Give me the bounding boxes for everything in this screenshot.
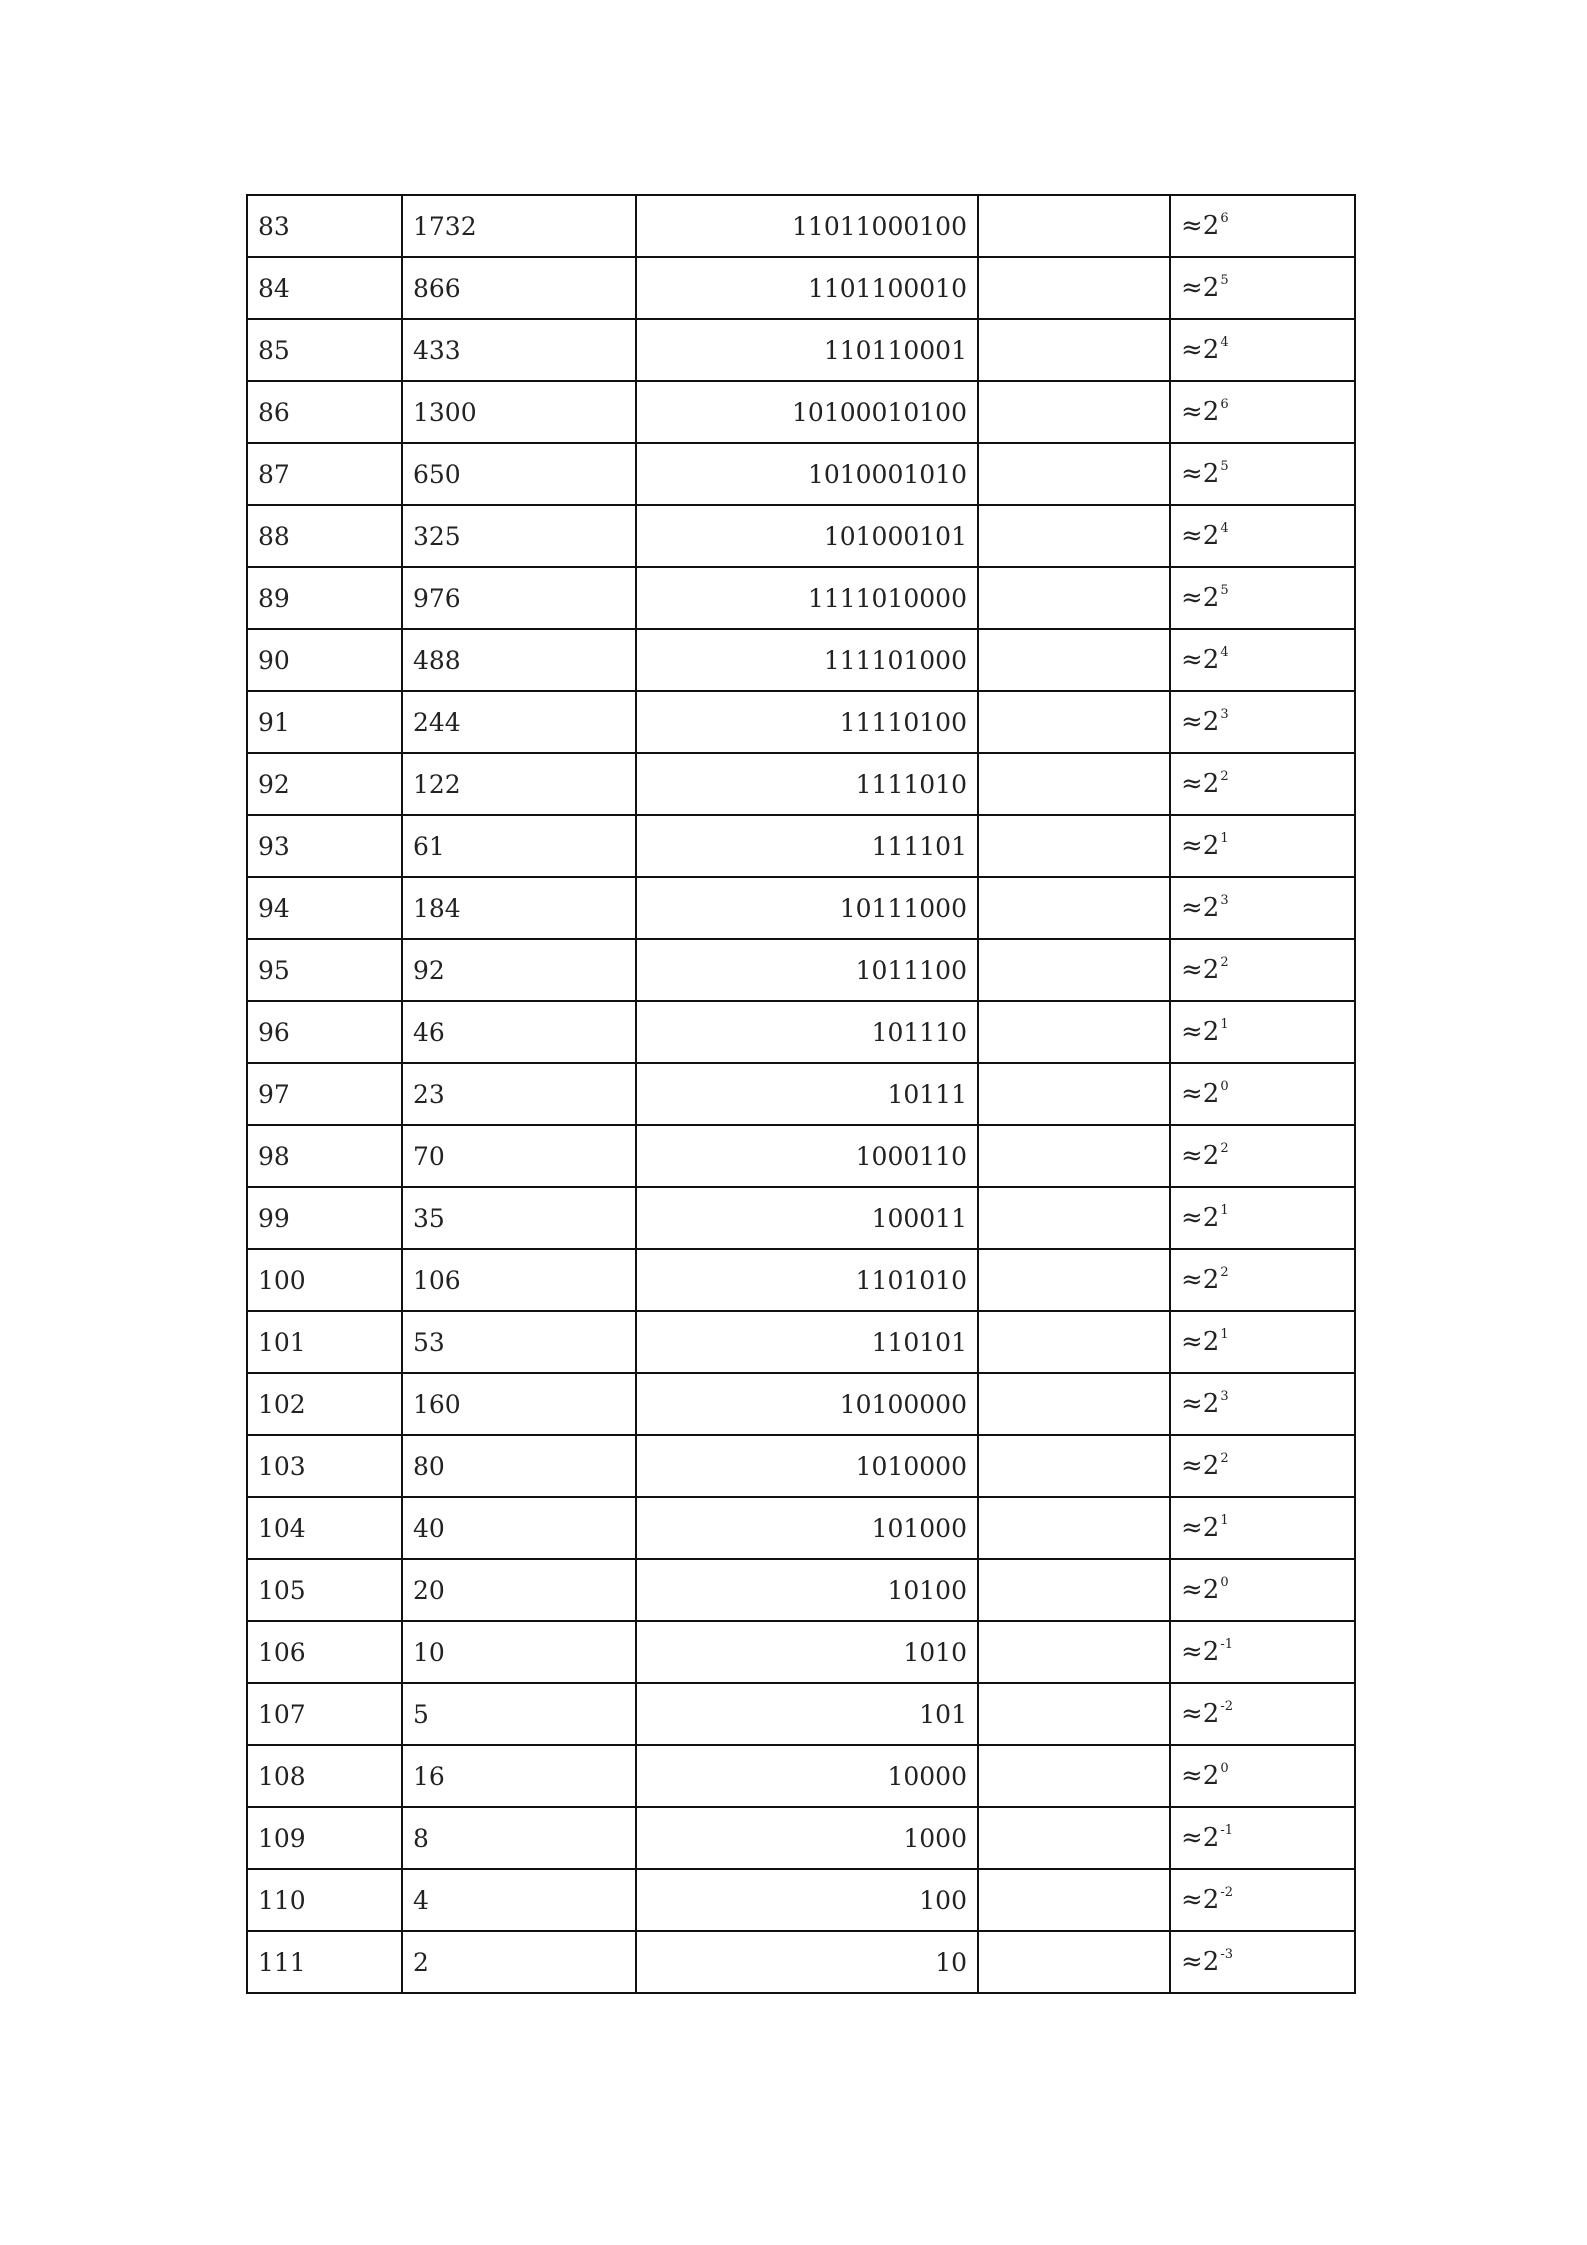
table-row [247, 1311, 1355, 1373]
row-approx-cell [1170, 877, 1355, 939]
approx-symbol: ≈ [1181, 459, 1203, 489]
approx-base: 2 [1202, 1885, 1220, 1915]
table-row [247, 1125, 1355, 1187]
approx-base: 2 [1202, 1699, 1220, 1729]
row-index-cell: 108 [247, 1745, 402, 1807]
approx-exponent: 6 [1220, 211, 1229, 226]
row-binary-cell: 100 [636, 1869, 978, 1931]
approx-symbol: ≈ [1181, 1637, 1203, 1667]
row-value-cell: 10 [402, 1621, 636, 1683]
row-value-cell: 122 [402, 753, 636, 815]
row-empty-cell [978, 1125, 1170, 1187]
approx-exponent: 0 [1220, 1761, 1229, 1776]
approx-base: 2 [1202, 1389, 1220, 1419]
approx-exponent: 2 [1220, 955, 1229, 970]
row-empty-cell [978, 443, 1170, 505]
row-binary-cell: 110110001 [636, 319, 978, 381]
row-approx-cell [1170, 629, 1355, 691]
approx-base: 2 [1202, 707, 1220, 737]
row-approx-cell [1170, 1063, 1355, 1125]
row-binary-cell: 1010000 [636, 1435, 978, 1497]
row-empty-cell [978, 195, 1170, 257]
table-row [247, 1559, 1355, 1621]
row-approx-cell [1170, 1497, 1355, 1559]
row-value-cell: 976 [402, 567, 636, 629]
row-binary-cell: 11110100 [636, 691, 978, 753]
approx-base: 2 [1202, 1451, 1220, 1481]
row-index-cell: 92 [247, 753, 402, 815]
approx-symbol: ≈ [1181, 335, 1203, 365]
row-binary-cell: 1111010 [636, 753, 978, 815]
row-binary-cell: 10000 [636, 1745, 978, 1807]
row-index-cell: 87 [247, 443, 402, 505]
row-value-cell: 80 [402, 1435, 636, 1497]
approx-base: 2 [1202, 583, 1220, 613]
approx-symbol: ≈ [1181, 1017, 1203, 1047]
approx-exponent: 5 [1220, 273, 1229, 288]
approx-symbol: ≈ [1181, 1823, 1203, 1853]
row-empty-cell [978, 1621, 1170, 1683]
approx-exponent: 4 [1220, 645, 1229, 660]
row-approx-cell [1170, 691, 1355, 753]
row-binary-cell: 10111000 [636, 877, 978, 939]
row-empty-cell [978, 1559, 1170, 1621]
row-approx-cell [1170, 195, 1355, 257]
row-binary-cell: 111101 [636, 815, 978, 877]
approx-symbol: ≈ [1181, 1327, 1203, 1357]
row-index-cell: 111 [247, 1931, 402, 1993]
table-row [247, 1063, 1355, 1125]
row-empty-cell [978, 1249, 1170, 1311]
row-value-cell: 20 [402, 1559, 636, 1621]
approx-base: 2 [1202, 1141, 1220, 1171]
table-body [247, 195, 1355, 1993]
row-value-cell: 244 [402, 691, 636, 753]
row-approx-cell [1170, 1249, 1355, 1311]
approx-base: 2 [1202, 645, 1220, 675]
table-row [247, 1435, 1355, 1497]
row-value-cell: 2 [402, 1931, 636, 1993]
row-empty-cell [978, 1001, 1170, 1063]
row-approx-cell [1170, 443, 1355, 505]
row-approx-cell [1170, 1683, 1355, 1745]
row-binary-cell: 1000 [636, 1807, 978, 1869]
approx-base: 2 [1202, 1513, 1220, 1543]
approx-base: 2 [1202, 1947, 1220, 1977]
table-row [247, 567, 1355, 629]
approx-base: 2 [1202, 521, 1220, 551]
approx-symbol: ≈ [1181, 583, 1203, 613]
approx-base: 2 [1202, 831, 1220, 861]
row-value-cell: 46 [402, 1001, 636, 1063]
approx-base: 2 [1202, 1203, 1220, 1233]
row-value-cell: 5 [402, 1683, 636, 1745]
row-binary-cell: 1000110 [636, 1125, 978, 1187]
row-empty-cell [978, 877, 1170, 939]
row-binary-cell: 10 [636, 1931, 978, 1993]
row-value-cell: 650 [402, 443, 636, 505]
row-index-cell: 106 [247, 1621, 402, 1683]
row-empty-cell [978, 691, 1170, 753]
table-row [247, 1621, 1355, 1683]
row-binary-cell: 110101 [636, 1311, 978, 1373]
approx-base: 2 [1202, 459, 1220, 489]
approx-symbol: ≈ [1181, 1947, 1203, 1977]
row-empty-cell [978, 1683, 1170, 1745]
table-row [247, 1249, 1355, 1311]
approx-exponent: 3 [1220, 1389, 1229, 1404]
approx-exponent: -2 [1220, 1699, 1234, 1714]
row-empty-cell [978, 1497, 1170, 1559]
row-approx-cell [1170, 1001, 1355, 1063]
approx-symbol: ≈ [1181, 1575, 1203, 1605]
table-row [247, 1187, 1355, 1249]
table-row [247, 939, 1355, 1001]
approx-symbol: ≈ [1181, 1265, 1203, 1295]
row-index-cell: 101 [247, 1311, 402, 1373]
row-approx-cell [1170, 1125, 1355, 1187]
approx-base: 2 [1202, 397, 1220, 427]
row-binary-cell: 101000 [636, 1497, 978, 1559]
row-empty-cell [978, 753, 1170, 815]
row-empty-cell [978, 1063, 1170, 1125]
approx-base: 2 [1202, 1575, 1220, 1605]
approx-base: 2 [1202, 273, 1220, 303]
approx-exponent: 1 [1220, 1327, 1229, 1342]
row-binary-cell: 10100010100 [636, 381, 978, 443]
approx-base: 2 [1202, 893, 1220, 923]
row-approx-cell [1170, 1187, 1355, 1249]
row-binary-cell: 111101000 [636, 629, 978, 691]
row-binary-cell: 101 [636, 1683, 978, 1745]
row-index-cell: 88 [247, 505, 402, 567]
approx-base: 2 [1202, 1327, 1220, 1357]
approx-exponent: 1 [1220, 1513, 1229, 1528]
row-approx-cell [1170, 505, 1355, 567]
table-row [247, 505, 1355, 567]
row-binary-cell: 1111010000 [636, 567, 978, 629]
row-value-cell: 1732 [402, 195, 636, 257]
row-value-cell: 4 [402, 1869, 636, 1931]
approx-symbol: ≈ [1181, 769, 1203, 799]
row-approx-cell [1170, 939, 1355, 1001]
row-value-cell: 1300 [402, 381, 636, 443]
row-empty-cell [978, 567, 1170, 629]
approx-symbol: ≈ [1181, 397, 1203, 427]
row-index-cell: 97 [247, 1063, 402, 1125]
row-binary-cell: 1101100010 [636, 257, 978, 319]
approx-exponent: 3 [1220, 893, 1229, 908]
row-approx-cell [1170, 567, 1355, 629]
approx-exponent: 2 [1220, 1141, 1229, 1156]
row-index-cell: 95 [247, 939, 402, 1001]
row-approx-cell [1170, 1931, 1355, 1993]
row-empty-cell [978, 939, 1170, 1001]
row-empty-cell [978, 257, 1170, 319]
row-binary-cell: 1011100 [636, 939, 978, 1001]
row-value-cell: 8 [402, 1807, 636, 1869]
row-approx-cell [1170, 1745, 1355, 1807]
row-index-cell: 85 [247, 319, 402, 381]
table-row [247, 753, 1355, 815]
row-empty-cell [978, 815, 1170, 877]
table-row [247, 443, 1355, 505]
row-index-cell: 107 [247, 1683, 402, 1745]
row-value-cell: 53 [402, 1311, 636, 1373]
row-value-cell: 23 [402, 1063, 636, 1125]
row-index-cell: 99 [247, 1187, 402, 1249]
row-index-cell: 84 [247, 257, 402, 319]
table-row [247, 1497, 1355, 1559]
row-empty-cell [978, 1373, 1170, 1435]
approx-exponent: 1 [1220, 1017, 1229, 1032]
approx-exponent: 5 [1220, 459, 1229, 474]
row-binary-cell: 11011000100 [636, 195, 978, 257]
approx-base: 2 [1202, 1823, 1220, 1853]
approx-symbol: ≈ [1181, 1761, 1203, 1791]
approx-exponent: -3 [1220, 1947, 1234, 1962]
approx-symbol: ≈ [1181, 1451, 1203, 1481]
row-approx-cell [1170, 1559, 1355, 1621]
table-row [247, 1807, 1355, 1869]
row-empty-cell [978, 1435, 1170, 1497]
table-row [247, 691, 1355, 753]
row-empty-cell [978, 1311, 1170, 1373]
approx-symbol: ≈ [1181, 1513, 1203, 1543]
row-binary-cell: 100011 [636, 1187, 978, 1249]
table-row [247, 815, 1355, 877]
approx-exponent: -1 [1220, 1637, 1234, 1652]
row-value-cell: 325 [402, 505, 636, 567]
approx-symbol: ≈ [1181, 955, 1203, 985]
row-approx-cell [1170, 319, 1355, 381]
approx-base: 2 [1202, 955, 1220, 985]
approx-exponent: 1 [1220, 831, 1229, 846]
approx-symbol: ≈ [1181, 1699, 1203, 1729]
row-index-cell: 96 [247, 1001, 402, 1063]
row-approx-cell [1170, 1869, 1355, 1931]
row-binary-cell: 10111 [636, 1063, 978, 1125]
row-value-cell: 866 [402, 257, 636, 319]
approx-base: 2 [1202, 1265, 1220, 1295]
row-index-cell: 104 [247, 1497, 402, 1559]
table-row [247, 877, 1355, 939]
approx-base: 2 [1202, 1017, 1220, 1047]
row-empty-cell [978, 1187, 1170, 1249]
approx-exponent: 2 [1220, 769, 1229, 784]
row-binary-cell: 1101010 [636, 1249, 978, 1311]
row-value-cell: 61 [402, 815, 636, 877]
approx-symbol: ≈ [1181, 521, 1203, 551]
approx-symbol: ≈ [1181, 893, 1203, 923]
row-index-cell: 109 [247, 1807, 402, 1869]
row-value-cell: 92 [402, 939, 636, 1001]
row-index-cell: 89 [247, 567, 402, 629]
approx-symbol: ≈ [1181, 1079, 1203, 1109]
row-empty-cell [978, 505, 1170, 567]
row-binary-cell: 10100000 [636, 1373, 978, 1435]
approx-base: 2 [1202, 1761, 1220, 1791]
approx-symbol: ≈ [1181, 831, 1203, 861]
row-index-cell: 93 [247, 815, 402, 877]
table-row [247, 629, 1355, 691]
row-binary-cell: 10100 [636, 1559, 978, 1621]
table-row [247, 257, 1355, 319]
approx-symbol: ≈ [1181, 1141, 1203, 1171]
row-value-cell: 35 [402, 1187, 636, 1249]
row-binary-cell: 101110 [636, 1001, 978, 1063]
approx-base: 2 [1202, 335, 1220, 365]
approx-symbol: ≈ [1181, 1885, 1203, 1915]
row-empty-cell [978, 1807, 1170, 1869]
row-value-cell: 16 [402, 1745, 636, 1807]
row-approx-cell [1170, 1373, 1355, 1435]
row-index-cell: 90 [247, 629, 402, 691]
table-row [247, 1373, 1355, 1435]
row-value-cell: 488 [402, 629, 636, 691]
data-table [246, 194, 1356, 1994]
row-value-cell: 160 [402, 1373, 636, 1435]
row-approx-cell [1170, 753, 1355, 815]
table-row [247, 381, 1355, 443]
approx-symbol: ≈ [1181, 645, 1203, 675]
approx-symbol: ≈ [1181, 1389, 1203, 1419]
approx-exponent: 5 [1220, 583, 1229, 598]
approx-base: 2 [1202, 211, 1220, 241]
row-index-cell: 110 [247, 1869, 402, 1931]
approx-base: 2 [1202, 1079, 1220, 1109]
row-approx-cell [1170, 257, 1355, 319]
approx-exponent: 1 [1220, 1203, 1229, 1218]
row-empty-cell [978, 319, 1170, 381]
table-row [247, 1931, 1355, 1993]
row-binary-cell: 101000101 [636, 505, 978, 567]
approx-exponent: 3 [1220, 707, 1229, 722]
row-approx-cell [1170, 1621, 1355, 1683]
approx-exponent: 0 [1220, 1575, 1229, 1590]
row-index-cell: 105 [247, 1559, 402, 1621]
approx-base: 2 [1202, 1637, 1220, 1667]
approx-exponent: -1 [1220, 1823, 1234, 1838]
approx-exponent: 2 [1220, 1451, 1229, 1466]
approx-exponent: -2 [1220, 1885, 1234, 1900]
row-value-cell: 70 [402, 1125, 636, 1187]
row-empty-cell [978, 381, 1170, 443]
row-approx-cell [1170, 381, 1355, 443]
row-empty-cell [978, 1931, 1170, 1993]
row-binary-cell: 1010001010 [636, 443, 978, 505]
row-index-cell: 91 [247, 691, 402, 753]
row-index-cell: 94 [247, 877, 402, 939]
approx-symbol: ≈ [1181, 273, 1203, 303]
approx-exponent: 2 [1220, 1265, 1229, 1280]
table-row [247, 1683, 1355, 1745]
approx-exponent: 0 [1220, 1079, 1229, 1094]
row-index-cell: 102 [247, 1373, 402, 1435]
row-index-cell: 86 [247, 381, 402, 443]
approx-symbol: ≈ [1181, 211, 1203, 241]
row-value-cell: 40 [402, 1497, 636, 1559]
table-row [247, 1745, 1355, 1807]
row-index-cell: 83 [247, 195, 402, 257]
approx-base: 2 [1202, 769, 1220, 799]
row-empty-cell [978, 1745, 1170, 1807]
row-approx-cell [1170, 1311, 1355, 1373]
row-approx-cell [1170, 815, 1355, 877]
table-row [247, 1869, 1355, 1931]
row-value-cell: 106 [402, 1249, 636, 1311]
row-index-cell: 100 [247, 1249, 402, 1311]
row-approx-cell [1170, 1807, 1355, 1869]
row-index-cell: 98 [247, 1125, 402, 1187]
row-value-cell: 433 [402, 319, 636, 381]
row-approx-cell [1170, 1435, 1355, 1497]
row-value-cell: 184 [402, 877, 636, 939]
row-empty-cell [978, 1869, 1170, 1931]
table-row [247, 1001, 1355, 1063]
table-row [247, 195, 1355, 257]
row-index-cell: 103 [247, 1435, 402, 1497]
approx-symbol: ≈ [1181, 707, 1203, 737]
row-binary-cell: 1010 [636, 1621, 978, 1683]
row-empty-cell [978, 629, 1170, 691]
approx-symbol: ≈ [1181, 1203, 1203, 1233]
approx-exponent: 4 [1220, 521, 1229, 536]
approx-exponent: 4 [1220, 335, 1229, 350]
approx-exponent: 6 [1220, 397, 1229, 412]
table-row [247, 319, 1355, 381]
